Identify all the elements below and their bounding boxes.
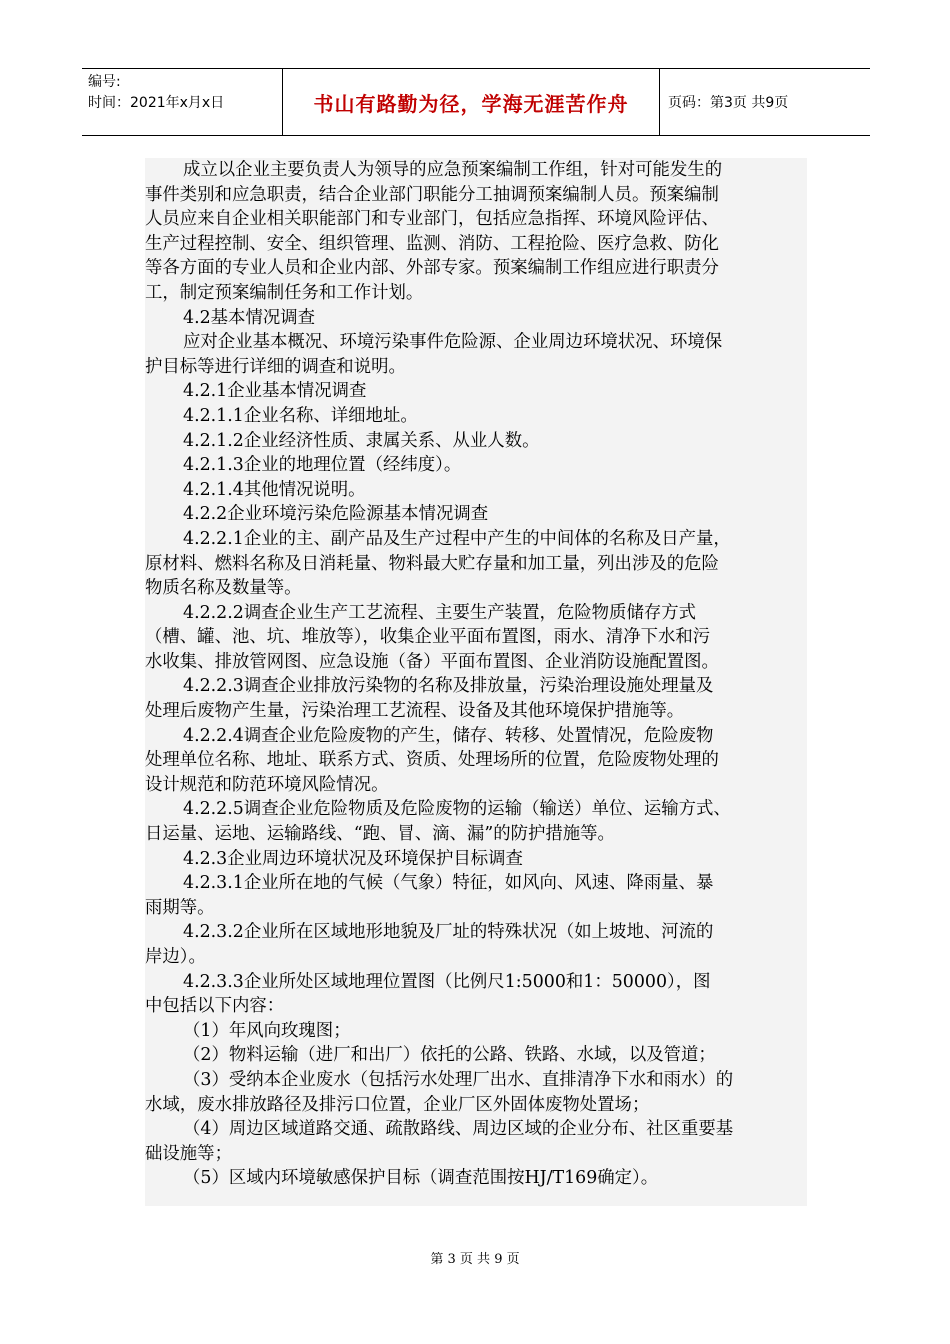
header-motto: 书山有路勤为径，学海无涯苦作舟 (283, 69, 660, 135)
page-footer: 第 3 页 共 9 页 (430, 1252, 520, 1267)
body-text-line: 工，制定预案编制任务和工作计划。 (145, 282, 424, 303)
body-text-line: （槽、罐、池、坑、堆放等），收集企业平面布置图，雨水、清净下水和污 (145, 627, 711, 648)
body-text-line: （1）年风向玫瑰图； (183, 1020, 351, 1041)
body-text-line: 雨期等。 (145, 897, 215, 918)
body-text-line: 4.2.3企业周边环境状况及环境保护目标调查 (183, 848, 523, 869)
body-text-line: 4.2.1.3企业的地理位置（经纬度）。 (183, 455, 462, 476)
body-text-line: 4.2.2.3调查企业排放污染物的名称及排放量，污染治理设施处理量及 (183, 676, 714, 697)
body-text-line: 4.2.2.2调查企业生产工艺流程、主要生产装置，危险物质储存方式 (183, 602, 697, 623)
body-text-line: 4.2.1企业基本情况调查 (183, 381, 367, 402)
body-text-line: 4.2.2.1企业的主、副产品及生产过程中产生的中间体的名称及日产量， (183, 528, 731, 549)
document-body (145, 158, 807, 1206)
body-text-line: 物质名称及数量等。 (145, 578, 302, 599)
body-text-line: 中包括以下内容： (145, 996, 285, 1017)
body-text-line: 础设施等； (145, 1143, 232, 1164)
body-text-line: 事件类别和应急职责，结合企业部门职能分工抽调预案编制人员。预案编制 (145, 184, 719, 205)
body-text-line: 日运量、运地、运输路线、“跑、冒、滴、漏”的防护措施等。 (145, 824, 615, 845)
body-text-line: 4.2.1.2企业经济性质、隶属关系、从业人数。 (183, 430, 540, 451)
body-text-line: 4.2.1.1企业名称、详细地址。 (183, 405, 418, 426)
body-text-line: 处理单位名称、地址、联系方式、资质、处理场所的位置，危险废物处理的 (145, 750, 719, 771)
document-date: 时间：2021年x月x日 (88, 95, 225, 111)
body-text-line: 4.2.1.4其他情况说明。 (183, 479, 366, 500)
body-text-line: 4.2.2企业环境污染危险源基本情况调查 (183, 504, 489, 525)
body-text-line: 设计规范和防范环境风险情况。 (145, 774, 389, 795)
page-header (82, 68, 870, 136)
body-text-line: 水收集、排放管网图、应急设施（备）平面布置图、企业消防设施配置图。 (145, 651, 719, 672)
document-number-label: 编号: (88, 74, 121, 90)
header-meta (82, 69, 283, 135)
body-text-line: （3）受纳本企业废水（包括污水处理厂出水、直排清净下水和雨水）的 (183, 1069, 734, 1090)
body-text-line: 护目标等进行详细的调查和说明。 (145, 356, 406, 377)
body-text-line: （2）物料运输（进厂和出厂）依托的公路、铁路、水域，以及管道； (183, 1045, 716, 1066)
body-text-line: 4.2基本情况调查 (183, 307, 316, 328)
body-text-line: 等各方面的专业人员和企业内部、外部专家。预案编制工作组应进行职责分 (145, 258, 719, 279)
body-text-line: 生产过程控制、安全、组织管理、监测、消防、工程抢险、医疗急救、防化 (145, 233, 719, 254)
body-text-line: 4.2.3.2企业所在区域地形地貌及厂址的特殊状况（如上坡地、河流的 (183, 922, 714, 943)
body-text-line: 原材料、燃料名称及日消耗量、物料最大贮存量和加工量，列出涉及的危险 (145, 553, 719, 574)
body-text-line: 应对企业基本概况、环境污染事件危险源、企业周边环境状况、环境保 (183, 332, 723, 353)
body-text-line: 4.2.3.1企业所在地的气候（气象）特征，如风向、风速、降雨量、暴 (183, 873, 714, 894)
body-text-line: （4）周边区域道路交通、疏散路线、周边区域的企业分布、社区重要基 (183, 1119, 734, 1140)
body-text-line: 岸边）。 (145, 947, 206, 967)
body-text-line: 4.2.3.3企业所处区域地理位置图（比例尺1:5000和1：50000），图 (183, 971, 711, 992)
body-text-line: 人员应来自企业相关职能部门和专业部门，包括应急指挥、环境风险评估、 (145, 209, 719, 230)
body-text-line: 4.2.2.5调查企业危险物质及危险废物的运输（输送）单位、运输方式、 (183, 799, 731, 820)
body-text-line: 水域，废水排放路径及排污口位置，企业厂区外固体废物处置场； (145, 1094, 650, 1115)
body-text-line: 4.2.2.4调查企业危险废物的产生，储存、转移、处置情况，危险废物 (183, 725, 714, 746)
header-page-info: 页码：第3页 共9页 (668, 95, 789, 111)
body-text-line: 成立以企业主要负责人为领导的应急预案编制工作组，针对可能发生的 (183, 160, 723, 180)
body-text-line: （5）区域内环境敏感保护目标（调查范围按HJ/T169确定）。 (183, 1168, 659, 1189)
body-text-line: 处理后废物产生量，污染治理工艺流程、设备及其他环境保护措施等。 (145, 701, 685, 722)
